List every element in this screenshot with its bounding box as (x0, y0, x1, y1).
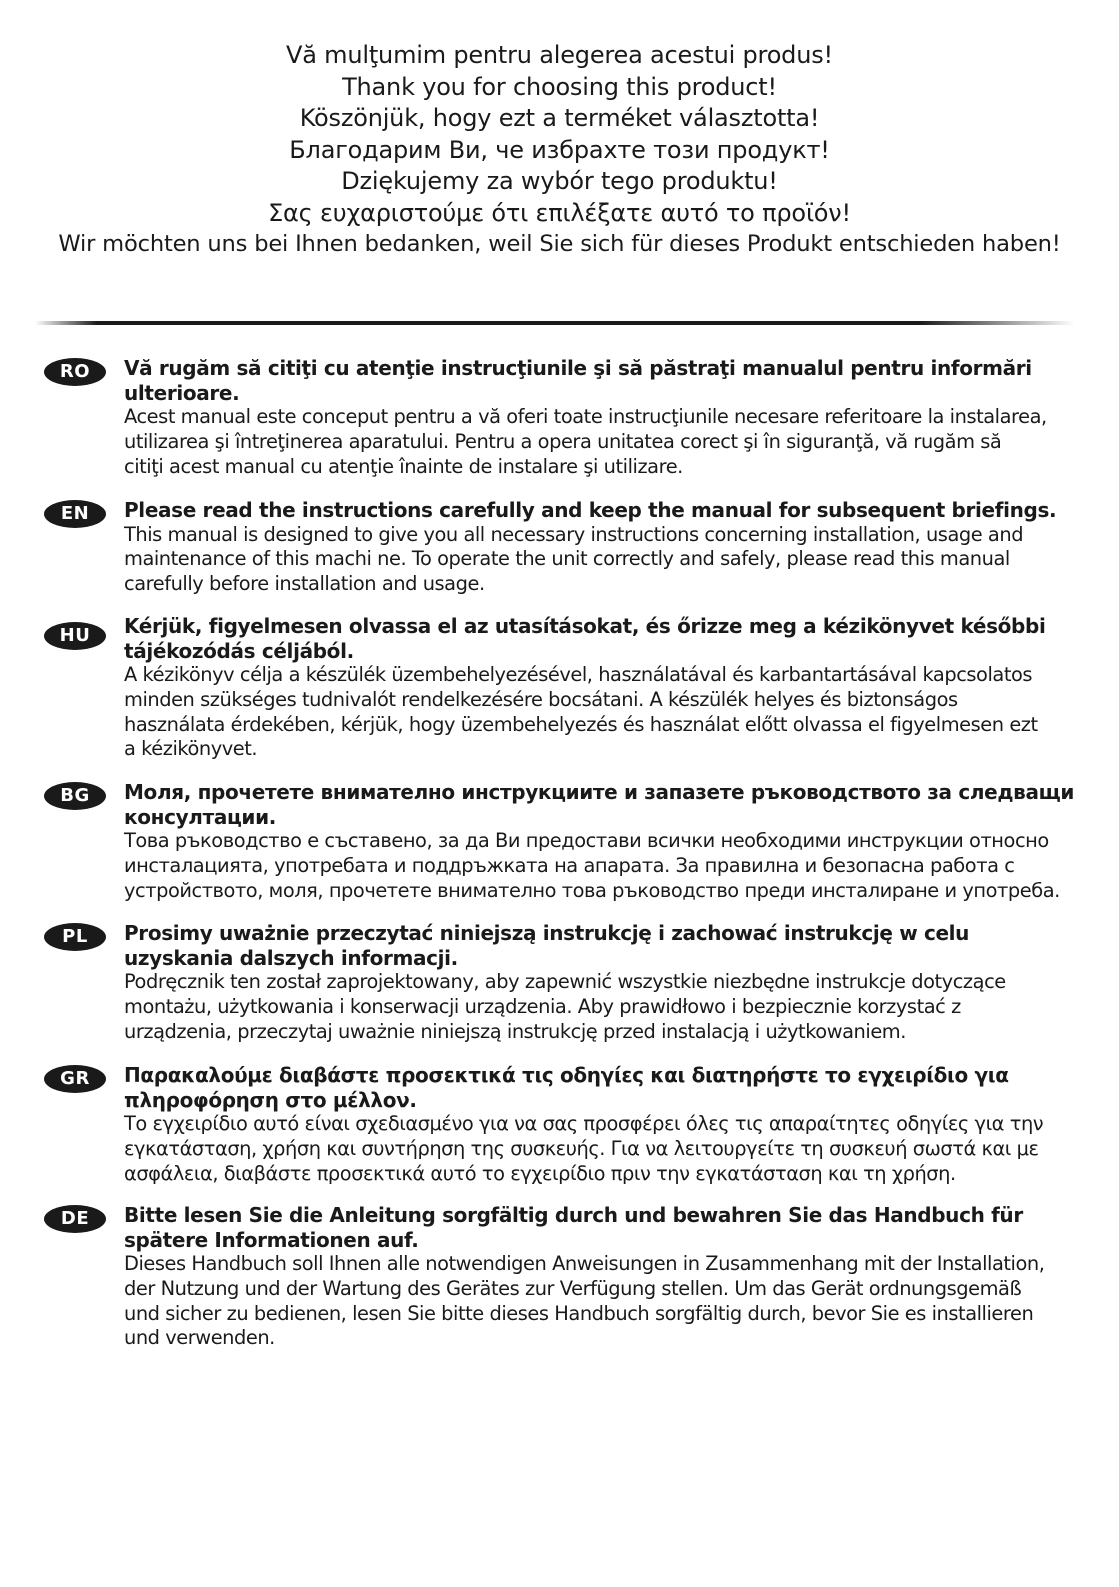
section-body-line: This manual is designed to give you all necessary instructions concerning installation, usage and (124, 522, 1024, 546)
section-body-line: der Nutzung und der Wartung des Gerätes zur Verfügung stellen. Um das Gerät ordnungsgemäß (124, 1276, 1022, 1300)
language-badge-ro: RO (44, 358, 106, 386)
section-body-line: ασφάλεια, διαβάστε προσεκτικά αυτό το εγχειρίδιο πριν την εγκατάσταση και τη χρήση. (124, 1161, 956, 1185)
section-body-line: Dieses Handbuch soll Ihnen alle notwendigen Anweisungen in Zusammenhang mit der Installation, (124, 1252, 1045, 1275)
section-body-line: minden szükséges tudnivalót rendelkezésére bocsátani. A készülék helyes és biztonságos (124, 687, 958, 711)
thanks-de: Wir möchten uns bei Ihnen bedanken, weil Sie sich für dieses Produkt entschieden haben! (58, 231, 1061, 257)
section-body-line: A kézikönyv célja a készülék üzembehelyezésével, használatával és karbantartásával kapcsolatos (124, 663, 1033, 686)
section-body-line: und verwenden. (124, 1326, 275, 1350)
section-heading-gr: Παρακαλούμε διαβάστε προσεκτικά τις οδηγίες και διατηρήστε το εγχειρίδιο για πληροφόρηση στο μέλλον. (124, 1063, 1009, 1112)
section-body-line: устройството, моля, прочетете внимателно това ръководство преди инсталиране и употреба. (124, 878, 1060, 902)
section-body-line: Acest manual este conceput pentru a vă oferi toate instrucţiunile necesare referitoare la instalarea, (124, 405, 1047, 428)
thanks-hu: Köszönjük, hogy ezt a terméket választotta! (299, 104, 820, 132)
section-body-line: Podręcznik ten został zaprojektowany, aby zapewnić wszystkie niezbędne instrukcje dotyczące (124, 970, 1006, 993)
section-heading-de: Bitte lesen Sie die Anleitung sorgfältig durch und bewahren Sie das Handbuch für spätere Informationen auf. (124, 1203, 1023, 1252)
section-body-line: a kézikönyvet. (124, 737, 258, 761)
section-body-line: carefully before installation and usage. (124, 572, 485, 596)
thank-you-block (0, 40, 1119, 261)
thanks-ro: Vă mulţumim pentru alegerea acestui produs! (286, 41, 833, 69)
section-body-line: urządzenia, przeczytaj uważnie niniejszą instrukcję przed instalacją i użytkowaniem. (124, 1019, 906, 1043)
thanks-en: Thank you for choosing this product! (342, 72, 777, 101)
section-heading-bg: Моля, прочетете внимателно инструкциите и запазете ръководството за следващи консултации. (124, 780, 1075, 829)
thanks-bg: Благодарим Ви, че избрахте този продукт! (289, 135, 830, 164)
section-body-line: инсталацията, употребата и поддръжката на апарата. За правилна и безопасна работа с (124, 853, 1015, 877)
section-heading-en: Please read the instructions carefully and keep the manual for subsequent briefings. (124, 498, 1057, 522)
language-badge-bg: BG (44, 782, 106, 810)
section-body-line: Το εγχειρίδιο αυτό είναι σχεδιασμένο για να σας προσφέρει όλες τις απαραίτητες οδηγίες για την (124, 1112, 1044, 1135)
thanks-gr: Σας ευχαριστούμε ότι επιλέξατε αυτό το προϊόν! (268, 198, 851, 227)
section-heading-pl: Prosimy uważnie przeczytać niniejszą instrukcję i zachować instrukcję w celu uzyskania dalszych informacji. (124, 921, 970, 970)
section-body-line: Това ръководство е съставено, за да Ви предостави всички необходими инструкции относно (124, 829, 1049, 852)
section-body-line: citiţi acest manual cu atenţie înainte de instalare şi utilizare. (124, 454, 683, 478)
language-badge-pl: PL (44, 923, 106, 951)
section-body-line: maintenance of this machi ne. To operate the unit correctly and safely, please read this manual (124, 547, 1010, 571)
thanks-pl: Dziękujemy za wybór tego produktu! (341, 167, 778, 195)
section-body-line: utilizarea şi întreţinerea aparatului. Pentru a opera unitatea corect şi în siguranţă, vă rugăm să (124, 429, 1002, 453)
section-body-line: εγκατάσταση, χρήση και συντήρηση της συσκευής. Για να λειτουργείτε τη συσκευή σωστά και με (124, 1136, 1039, 1160)
language-badge-de: DE (44, 1205, 106, 1233)
language-badge-gr: GR (44, 1065, 106, 1093)
section-heading-ro: Vă rugăm să citiţi cu atenţie instrucţiunile şi să păstraţi manualul pentru informări ulterioare. (124, 356, 1032, 405)
language-badge-hu: HU (44, 622, 106, 650)
language-badge-en: EN (44, 500, 106, 528)
section-body-line: használata érdekében, kérjük, hogy üzembehelyezés és használat előtt olvassa el figyelmesen ezt (124, 712, 1038, 736)
section-body-line: montażu, użytkowania i konserwacji urządzenia. Aby prawidłowo i bezpiecznie korzystać z (124, 994, 961, 1018)
section-heading-hu: Kérjük, figyelmesen olvassa el az utasításokat, és őrizze meg a kézikönyvet későbbi tájékozódás céljából. (124, 614, 1046, 663)
section-body-line: und sicher zu bedienen, lesen Sie bitte dieses Handbuch sorgfältig durch, bevor Sie es installieren (124, 1301, 1034, 1325)
divider-line (35, 321, 1075, 325)
